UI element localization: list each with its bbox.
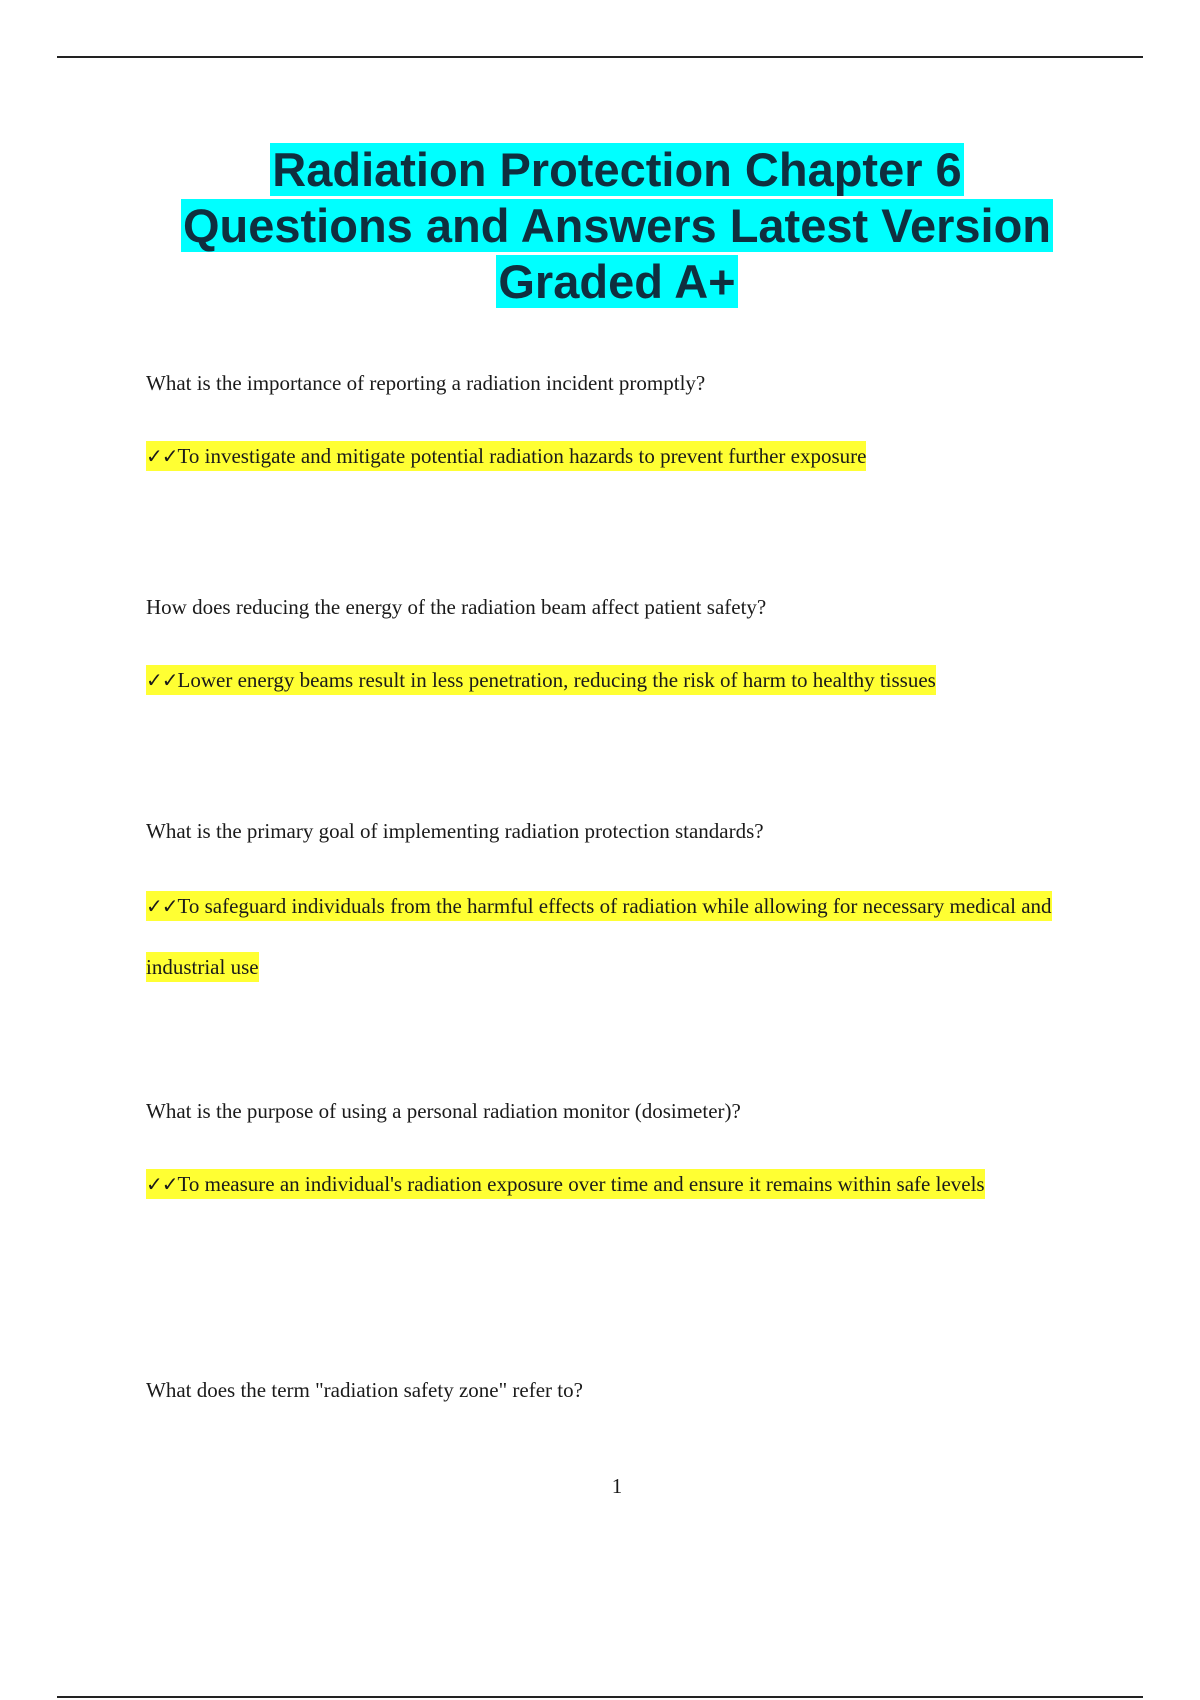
question: What is the primary goal of implementing radiation protection standards? (146, 819, 764, 843)
question: What is the importance of reporting a radiation incident promptly? (146, 371, 706, 395)
answer-text: Lower energy beams result in less penetration, reducing the risk of harm to healthy tissues (177, 668, 936, 692)
answer (146, 426, 1106, 487)
answer-highlight (146, 665, 936, 695)
answer-text: To safeguard individuals from the harmful effects of radiation while allowing for necessary medical and industrial use (146, 894, 1052, 979)
answer-text: To measure an individual's radiation exposure over time and ensure it remains within safe levels (177, 1172, 985, 1196)
answer-highlight (146, 1169, 985, 1199)
answer (146, 876, 1106, 998)
top-rule (57, 56, 1143, 58)
question: What is the purpose of using a personal radiation monitor (dosimeter)? (146, 1099, 741, 1123)
page-number: 1 (611, 1474, 623, 1498)
check-icon: ✓✓ (146, 668, 178, 692)
answer-text: To investigate and mitigate potential radiation hazards to prevent further exposure (177, 444, 867, 468)
title-line: Radiation Protection Chapter 6 (272, 143, 962, 196)
check-icon: ✓✓ (146, 894, 178, 918)
answer (146, 650, 1106, 711)
answer-highlight (146, 441, 866, 471)
check-icon: ✓✓ (146, 444, 178, 468)
answer (146, 1154, 1106, 1215)
document-title (130, 142, 1104, 310)
check-icon: ✓✓ (146, 1172, 178, 1196)
answer-highlight (146, 891, 1052, 982)
question: What does the term "radiation safety zone" refer to? (146, 1378, 583, 1402)
title-line: Questions and Answers Latest Version (182, 199, 1051, 252)
title-line: Graded A+ (498, 255, 736, 308)
question: How does reducing the energy of the radiation beam affect patient safety? (146, 595, 767, 619)
bottom-rule (57, 1696, 1143, 1698)
